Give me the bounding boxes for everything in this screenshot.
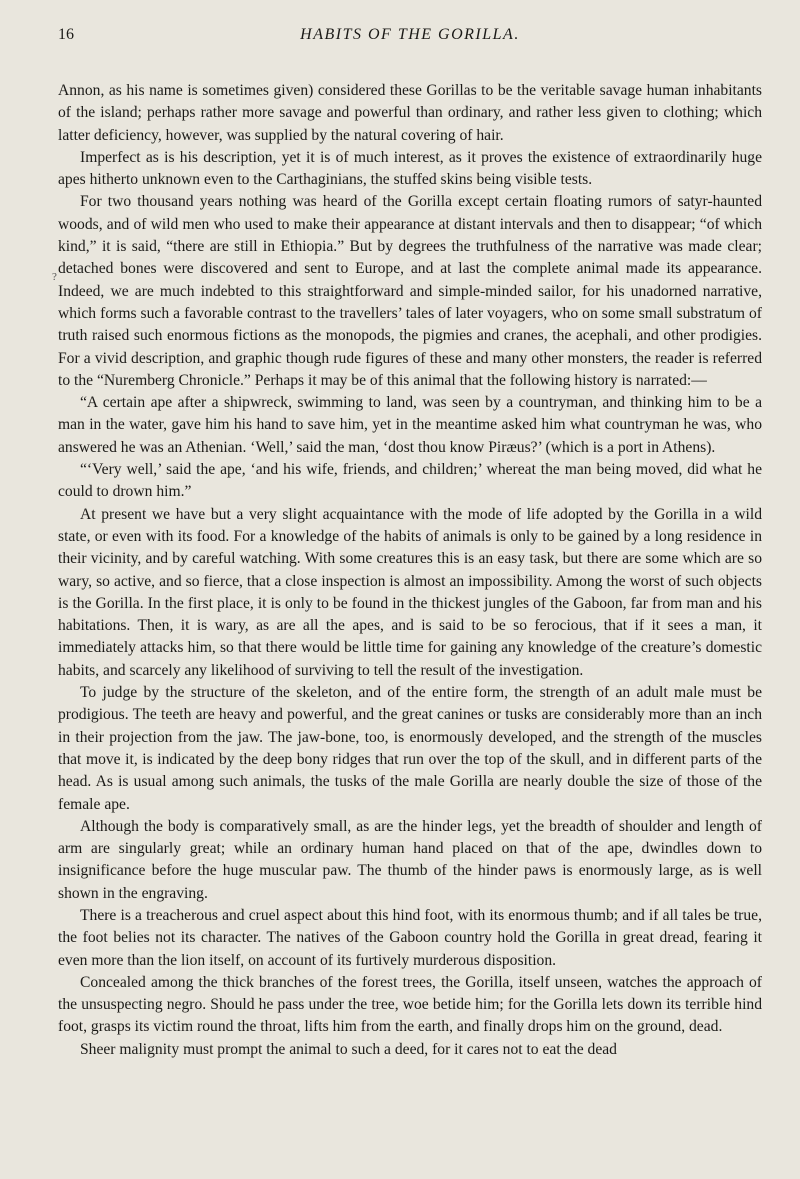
- paragraph: “‘Very well,’ said the ape, ‘and his wife, friends, and children;’ whereat the man being moved, did what he could to drown him.”: [58, 461, 762, 501]
- paragraph: Annon, as his name is sometimes given) considered these Gorillas to be the veritable savage human inhabitants of the island; perhaps rather more savage and powerful than ordinary, and rather less given to clothing; which latter deficiency, however, was supplied by the natural covering of hair.: [58, 82, 762, 144]
- running-title: HABITS OF THE GORILLA.: [300, 26, 520, 43]
- paragraph: “A certain ape after a shipwreck, swimming to land, was seen by a countryman, and thinking him to be a man in the water, gave him his hand to save him, yet in the meantime asked him what countryman he was, who answered he was an Athenian. ‘Well,’ said the man, ‘dost thou know Piræus?’ (which is a port in Athens).: [58, 394, 762, 456]
- page-number: 16: [58, 26, 74, 43]
- stray-margin-mark: ?: [52, 271, 57, 283]
- page-header: [58, 26, 762, 56]
- paragraph: For two thousand years nothing was heard of the Gorilla except certain floating rumors of satyr-haunted woods, and of wild men who used to make their appearance at distant intervals and then to disappear; “of which kind,” it is said, “there are still in Ethiopia.” But by degrees the truthfulness of the narrative was made clear; detached bones were discovered and sent to Europe, and at last the complete animal made its appearance. Indeed, we are much indebted to this straightforward and simple-minded sailor, for his unadorned narrative, which forms such a favorable contrast to the travellers’ tales of later voyagers, who on some small substratum of truth raised such enormous fictions as the monopods, the pigmies and cranes, the acephali, and other prodigies. For a vivid description, and graphic though rude figures of these and many other monsters, the reader is referred to the “Nuremberg Chronicle.” Perhaps it may be of this animal that the following history is narrated:—: [58, 193, 762, 389]
- paragraph: There is a treacherous and cruel aspect about this hind foot, with its enormous thumb; and if all tales be true, the foot belies not its character. The natives of the Gaboon country hold the Gorilla in great dread, fearing it even more than the lion itself, on account of its furtively murderous disposition.: [58, 906, 762, 969]
- paragraph: Imperfect as is his description, yet it is of much interest, as it proves the existence of extraordinarily huge apes hitherto unknown even to the Carthaginians, the stuffed skins being visible tests.: [58, 148, 762, 189]
- paragraph: At present we have but a very slight acquaintance with the mode of life adopted by the Gorilla in a wild state, or even with its food. For a knowledge of the habits of animals is only to be gained by a long residence in their vicinity, and by careful watching. With some creatures this is an easy task, but there are some which are so wary, so active, and so fierce, that a close inspection is almost an impossibility. Among the worst of such objects is the Gorilla. In the first place, it is only to be found in the thickest jungles of the Gaboon, far from man and his habitations. Then, it is wary, as are all the apes, and is said to be so ferocious, that if it sees a man, it immediately attacks him, so that there would be little time for gaining any knowledge of the creature’s domestic habits, and scarcely any likelihood of surviving to tell the result of the investigation.: [58, 505, 762, 679]
- paragraph: Sheer malignity must prompt the animal to such a deed, for it cares not to eat the dead: [80, 1040, 617, 1058]
- body-text: [58, 80, 762, 1061]
- paragraph: To judge by the structure of the skeleton, and of the entire form, the strength of an adult male must be prodigious. The teeth are heavy and powerful, and the great canines or tusks are considerably more than an inch in their projection from the jaw. The jaw-bone, too, is enormously developed, and the strength of the muscles that move it, is indicated by the deep bony ridges that run over the top of the skull, and in different parts of the head. As is usual among such animals, the tusks of the male Gorilla are nearly double the size of those of the female ape.: [58, 684, 762, 813]
- paragraph: Although the body is comparatively small, as are the hinder legs, yet the breadth of shoulder and length of arm are singularly great; while an ordinary human hand placed on that of the ape, dwindles down to insignificance before the huge muscular paw. The thumb of the hinder paws is enormously large, as is well shown in the engraving.: [58, 817, 762, 902]
- paragraph: Concealed among the thick branches of the forest trees, the Gorilla, itself unseen, watches the approach of the unsuspecting negro. Should he pass under the tree, woe betide him; for the Gorilla lets down its terrible hind foot, grasps its victim round the throat, lifts him from the earth, and finally drops him on the ground, dead.: [58, 973, 762, 1036]
